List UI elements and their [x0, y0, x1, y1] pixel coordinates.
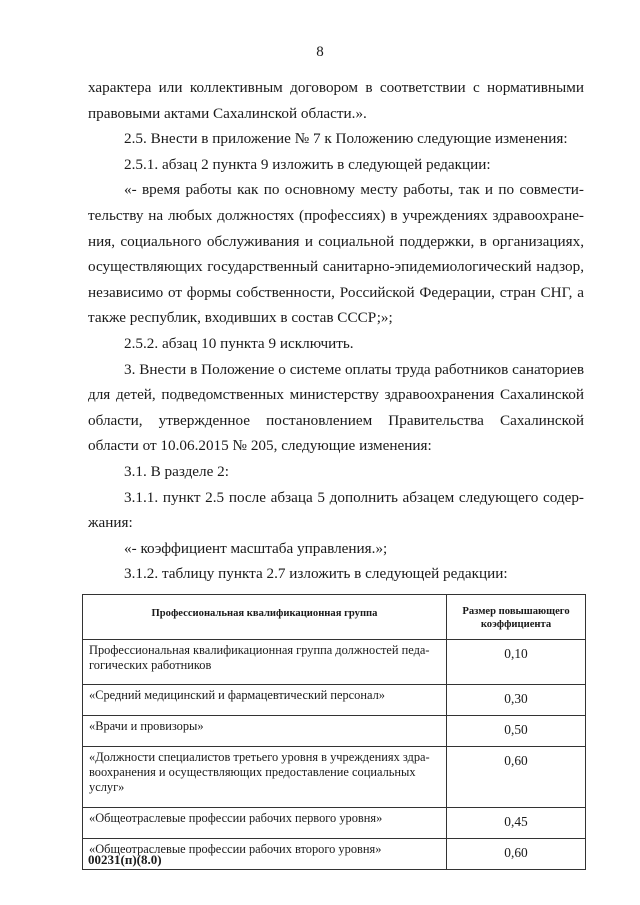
value-cell: 0,60	[447, 839, 586, 870]
paragraph-2-5: 2.5. Внести в приложение № 7 к Положению следующие изменения:	[124, 130, 568, 148]
paragraph-3-1-1: 3.1.1. пункт 2.5 после абзаца 5 дополнить абзацем следующего содер-жания:	[88, 488, 584, 532]
paragraph-3-1: 3.1. В разделе 2:	[124, 462, 229, 480]
value-cell: 0,50	[447, 716, 586, 747]
table-row	[83, 685, 586, 716]
group-cell: «Врачи и провизоры»	[83, 716, 447, 747]
table-header-row	[83, 595, 586, 640]
group-cell: «Общеотраслевые профессии рабочих второго уровня»	[83, 839, 447, 870]
value-cell: 0,30	[447, 685, 586, 716]
table-row	[83, 716, 586, 747]
document-body	[88, 75, 584, 587]
paragraph-3: 3. Внести в Положение о системе оплаты труда работников санаториев для детей, подведомственных министерству здравоохранения Сахалинской области, утвержденное постановлением Правительства Сахалинской области от 10.06.2015 № 205, следующие изменения:	[88, 360, 584, 455]
group-cell: «Средний медицинский и фармацевтический персонал»	[83, 685, 447, 716]
table-row	[83, 640, 586, 685]
header-coefficient: Размер повышающего коэффициента	[447, 595, 586, 640]
group-cell: «Должности специалистов третьего уровня в учреждениях здра-воохранения и осуществляющих предоставление социальных услуг»	[83, 747, 447, 808]
value-cell: 0,60	[447, 747, 586, 808]
table-row	[83, 808, 586, 839]
document-code: 00231(п)(8.0)	[88, 852, 162, 867]
paragraph-2-5-2: 2.5.2. абзац 10 пункта 9 исключить.	[124, 334, 354, 352]
value-cell: 0,10	[447, 640, 586, 685]
paragraph-2-5-1: 2.5.1. абзац 2 пункта 9 изложить в следующей редакции:	[124, 155, 491, 173]
header-group: Профессиональная квалификационная группа	[83, 595, 447, 640]
table-row	[83, 747, 586, 808]
paragraph-quote-coefficient: «- коэффициент масштаба управления.»;	[124, 539, 388, 557]
value-cell: 0,45	[447, 808, 586, 839]
paragraph-3-1-2: 3.1.2. таблицу пункта 2.7 изложить в следующей редакции:	[124, 565, 508, 583]
paragraph-continuation: характера или коллективным договором в соответствии с нормативными правовыми актами Сахалинской области.».	[88, 79, 584, 122]
group-cell: «Общеотраслевые профессии рабочих первого уровня»	[83, 808, 447, 839]
group-cell: Профессиональная квалификационная группа должностей педа-гогических работников	[83, 640, 447, 685]
paragraph-quote-work-time: «- время работы как по основному месту работы, так и по совмести-тельству на любых должностях (профессиях) в учреждениях здравоохране-ния, социального обслуживания и социальной поддержки, в организациях, осуществляющих государственный санитарно-эпидемиологический надзор, независимо от формы собственности, Российской Федерации, стран СНГ, а также республик, входивших в состав СССР;»;	[88, 181, 584, 327]
coefficient-table	[82, 594, 586, 870]
page-number: 8	[316, 44, 324, 60]
